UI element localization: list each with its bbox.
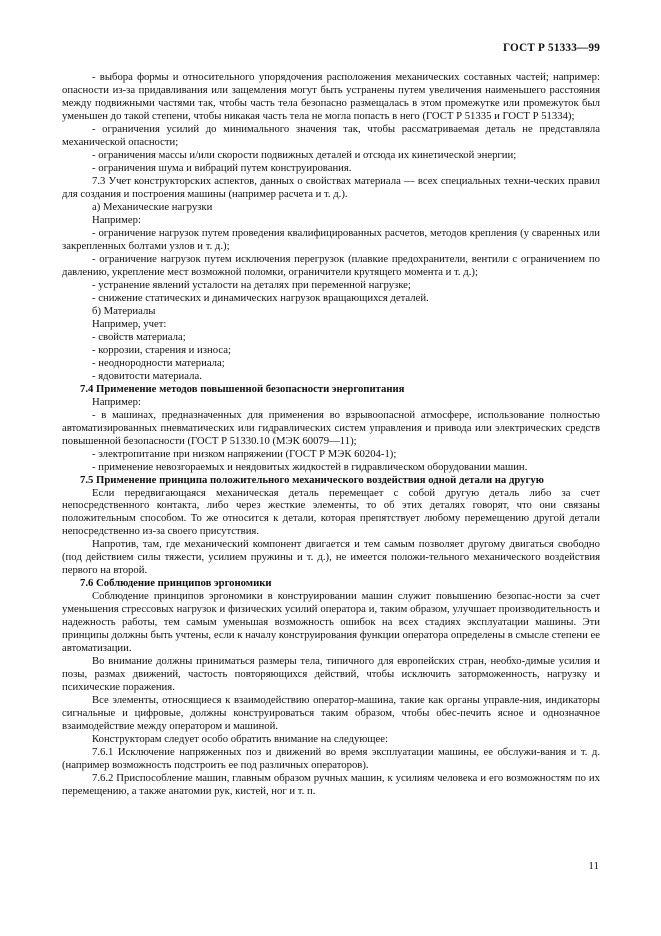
paragraph-free-movement: Напротив, там, где механический компонент двигается и тем самым позволяет другому двигаться свободно (под действием силы тяжести, усилием пружины и т. д.), не имеется положи-тельного механического воздействия первого на второй.	[62, 538, 600, 577]
clause-7-6-2: 7.6.2 Приспособление машин, главным образом ручных машин, к усилиям человека и его возможностям по их перемещению, а также анатомии рук, кистей, ног и т. п.	[62, 772, 600, 798]
clause-7-6-1: 7.6.1 Исключение напряженных поз и движений во время эксплуатации машины, ее обслужи-вания и т. д. (например возможность подстроить ее под различных операторов).	[62, 746, 600, 772]
section-heading-7-5: 7.5 Применение принципа положительного механического воздействия одной детали на другую	[80, 473, 544, 486]
paragraph-positive-connection: Если передвигающаяся механическая деталь перемещает с собой другую деталь либо за счет непосредственного контакта, либо через жесткие элементы, то об этих деталях говорят, что они связаны положительным способом. То же относится к детали, которая препятствует любому перемещению другой детали непосредственно из-за своего присутствия.	[62, 486, 600, 538]
list-item-corrosion: - коррозии, старения и износа;	[92, 343, 231, 356]
subsection-mechanical-loads: а) Механические нагрузки	[92, 200, 213, 213]
section-heading-7-6: 7.6 Соблюдение принципов эргономики	[80, 577, 272, 590]
list-item-nonflammable-fluids: - применение невозгораемых и неядовитых жидкостей в гидравлическом оборудовании машин.	[92, 460, 528, 473]
paragraph-operator-interaction: Все элементы, относящиеся к взаимодействию оператор-машина, такие как органы управле-ния, индикаторы сигнальные и цифровые, должны конструироваться таким образом, чтобы обес-печить ясное и однозначное взаимодействие между оператором и машиной.	[62, 694, 600, 733]
list-item-overload-exclusion: - ограничение нагрузок путем исключения перегрузок (плавкие предохранители, вентили с ограничением по давлению, укрепление мест возможной поломки, ограничители крутящего момента и т. д.);	[62, 252, 600, 278]
list-item-material-properties: - свойств материала;	[92, 330, 186, 343]
list-item-explosive-atmosphere: - в машинах, предназначенных для применения во взрывоопасной атмосфере, использование полностью автоматизированных пневматических или гидравлических систем управления и привода или электрических средств повышенной безопасности (ГОСТ Р 51330.10 (МЭК 60079—11);	[62, 408, 600, 447]
list-item-low-voltage: - электропитание при низком напряжении (ГОСТ Р МЭК 60204-1);	[92, 447, 397, 460]
list-item-inhomogeneity: - неоднородности материала;	[92, 356, 225, 369]
example-label: Например, учет:	[92, 317, 167, 330]
clause-7-3: 7.3 Учет конструкторских аспектов, данных о свойствах материала — всех специальных техни-ческих правил для создания и построения машины (например расчета и т. д.).	[62, 174, 600, 200]
subsection-materials: б) Материалы	[92, 304, 156, 317]
list-item-force-limits: - ограничения усилий до минимального значения так, чтобы рассматриваемая деталь не представляла механической опасности;	[62, 122, 600, 148]
page-number: 11	[588, 860, 599, 872]
list-item-mass-speed-limits: - ограничения массы и/или скорости подвижных деталей и отсюда их кинетической энергии;	[92, 148, 517, 161]
paragraph-ergonomics-principles: Соблюдение принципов эргономики в конструировании машин служит повышению безопас-ности за счет уменьшения стрессовых нагрузок и физических усилий оператора и, таким образом, улучшает производительность и надежность работы, тем самым уменьшая возможность ошибок на всех стадиях эксплуатации машины. Эти принципы должны быть учтены, если к началу конструирования функции оператора определены в смысле степени ее автоматизации.	[62, 590, 600, 655]
list-item-fatigue: - устранение явлений усталости на деталях при переменной нагрузке;	[92, 278, 411, 291]
section-heading-7-4: 7.4 Применение методов повышенной безопасности энергопитания	[80, 382, 405, 395]
example-label: Например:	[92, 213, 141, 226]
list-item-toxicity: - ядовитости материала.	[92, 369, 202, 382]
standard-code-header: ГОСТ Р 51333—99	[503, 42, 600, 54]
list-item-form-selection: - выбора формы и относительного упорядочения расположения механических составных частей; например: опасности из-за придавливания или защемления могут быть устранены путем увеличения наименьшего расстояния между подвижными частями так, чтобы часть тела безопасно размещалась в этом промежутке или промежуток был уменьшен до такой степени, чтобы никакая часть тела не могла попасть в него (ГОСТ Р 51335 и ГОСТ Р 51334);	[62, 71, 600, 122]
paragraph-designer-attention: Конструкторам следует особо обратить внимание на следующее:	[92, 733, 388, 746]
list-item-load-calculation: - ограничение нагрузок путем проведения квалифицированных расчетов, методов крепления (у сваренных или закрепленных болтами узлов и т. д.);	[62, 226, 600, 252]
example-label: Например:	[92, 395, 141, 408]
page-body	[62, 71, 600, 798]
list-item-noise-vibration-limits: - ограничения шума и вибраций путем конструирования.	[92, 161, 352, 174]
paragraph-body-dimensions: Во внимание должны приниматься размеры тела, типичного для европейских стран, необхо-димые усилия и позы, размах движений, частость повторяющихся действий, чтобы исключить заторможенность, нагрузку и психические поражения.	[62, 655, 600, 694]
list-item-rotating-loads: - снижение статических и динамических нагрузок вращающихся деталей.	[92, 291, 429, 304]
